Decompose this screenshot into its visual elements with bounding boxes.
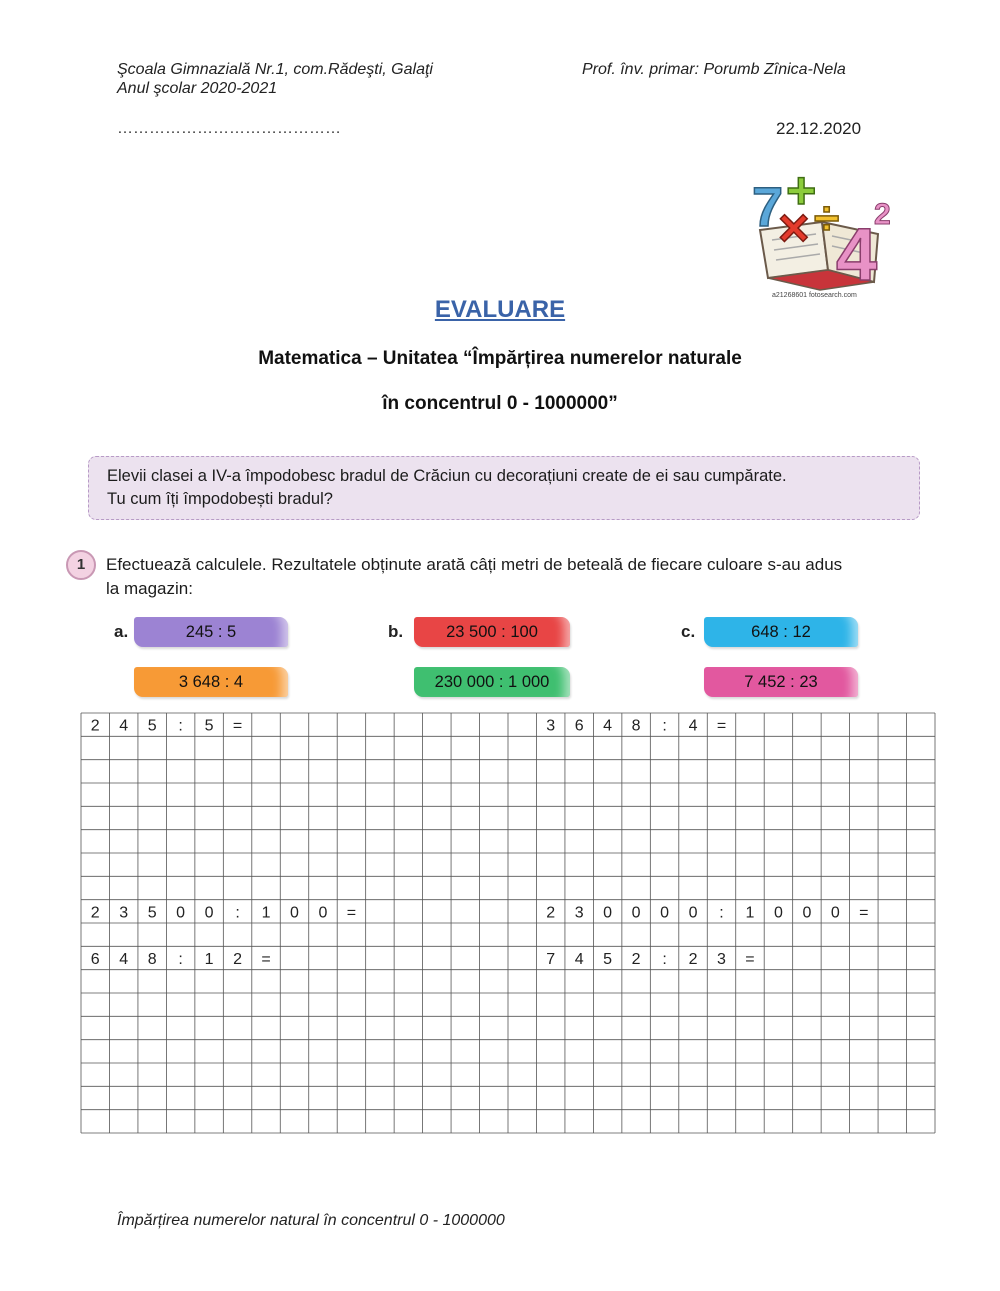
grid-cell-right: 1: [745, 904, 755, 922]
math-book-logo: [750, 164, 902, 300]
grid-cell-left: 8: [147, 951, 157, 968]
school-year: Anul şcolar 2020-2021: [117, 80, 278, 97]
grid-cell-right: 0: [773, 904, 783, 922]
logo-two: 2: [874, 198, 891, 231]
exercise-number-badge: 1: [66, 550, 96, 580]
grid-cell-left: =: [346, 904, 357, 922]
grid-cell-left: 0: [176, 904, 186, 922]
logo-four: 4: [836, 213, 878, 296]
grid-cell-left: :: [178, 717, 183, 735]
grid-cell-right: 3: [717, 951, 726, 968]
grid-cell-right: 3: [574, 904, 584, 922]
grid-cell-left: 1: [204, 951, 214, 968]
grid-cell-left: =: [232, 717, 243, 735]
grid-cell-right: :: [719, 904, 724, 922]
student-name-line[interactable]: ……………………………………: [117, 120, 341, 137]
grid-cell-left: 5: [147, 717, 157, 735]
logo-times: ×: [778, 198, 810, 258]
grid-cell-right: =: [745, 951, 755, 968]
intro-box: [88, 456, 920, 520]
footer-text: Împărțirea numerelor natural în concentrul 0 - 1000000: [117, 1212, 505, 1229]
grid-cell-left: 1: [261, 904, 271, 922]
grid-cell-left: :: [178, 951, 183, 968]
grid-cell-right: 0: [603, 904, 613, 922]
chip-b2: 230 000 : 1 000: [414, 667, 570, 697]
grid-cell-right: 2: [546, 904, 556, 922]
logo-plus: +: [786, 164, 817, 220]
grid-cell-left: 0: [290, 904, 299, 922]
grid-cell-right: 4: [574, 951, 584, 968]
grid-cell-right: :: [662, 951, 667, 968]
grid-cell-right: 0: [631, 904, 641, 922]
logo-seven: 7: [752, 175, 784, 238]
grid-cell-right: 0: [688, 904, 698, 922]
document-title: EVALUARE: [434, 296, 566, 323]
grid-cell-right: 3: [546, 717, 556, 735]
grid-cell-left: =: [261, 951, 271, 968]
chip-c1: 648 : 12: [704, 617, 858, 647]
logo-caption: a21268601 fotosearch.com: [772, 292, 857, 299]
intro-line-2: Tu cum îți împodobești bradul?: [107, 490, 333, 508]
grid-cell-right: 5: [603, 951, 613, 968]
subtitle-line-2: în concentrul 0 - 1000000”: [382, 393, 618, 414]
grid-cell-right: =: [859, 904, 869, 922]
subtitle-line-1: Matematica – Unitatea “Împărțirea numerelor naturale: [258, 348, 742, 369]
grid-cell-right: 2: [688, 951, 698, 968]
grid-cell-left: 0: [204, 904, 214, 922]
grid-cell-left: 0: [318, 904, 328, 922]
grid-cell-right: 7: [546, 951, 556, 968]
chip-a2: 3 648 : 4: [134, 667, 288, 697]
grid-cell-left: 5: [147, 904, 157, 922]
grid-cell-left: 2: [90, 717, 100, 735]
chip-a1: 245 : 5: [134, 617, 288, 647]
instruction-line-2: la magazin:: [106, 579, 193, 598]
teacher-name: Prof. înv. primar: Porumb Zînica-Nela: [582, 61, 846, 78]
logo-divide: ÷: [814, 192, 840, 244]
intro-line-1: Elevii clasei a IV-a împodobesc bradul de Crăciun cu decorațiuni create de ei sau cumpărate.: [107, 467, 787, 485]
grid-cell-right: 2: [631, 951, 641, 968]
grid-cell-right: 8: [631, 717, 641, 735]
grid-cell-right: 6: [574, 717, 584, 735]
calculation-grid[interactable]: [80, 712, 936, 1134]
grid-cell-right: 0: [830, 904, 840, 922]
instruction-line-1: Efectuează calculele. Rezultatele obținute arată câți metri de beteală de fiecare culoare s-au adus: [106, 555, 843, 574]
chip-c2: 7 452 : 23: [704, 667, 858, 697]
grid-cell-right: :: [662, 717, 667, 735]
grid-cell-left: 2: [233, 951, 243, 968]
group-c-label: c.: [681, 622, 696, 641]
grid-cell-right: 4: [688, 717, 698, 735]
grid-cell-left: 4: [119, 717, 129, 735]
grid-cell-right: 4: [603, 717, 613, 735]
math-book-icon: [750, 164, 902, 300]
group-a-label: a.: [114, 622, 129, 641]
grid-cell-left: :: [235, 904, 240, 922]
grid-cell-left: 2: [90, 904, 100, 922]
school-name: Şcoala Gimnazială Nr.1, com.Rădeşti, Galaţi: [117, 61, 433, 78]
grid-cell-right: =: [716, 717, 727, 735]
date: 22.12.2020: [776, 119, 862, 138]
group-b-label: b.: [388, 622, 404, 641]
grid-cell-left: 5: [204, 717, 214, 735]
grid-cell-left: 6: [90, 951, 100, 968]
grid-cell-right: 0: [660, 904, 670, 922]
chip-b1: 23 500 : 100: [414, 617, 570, 647]
exercise-instruction: [106, 553, 936, 601]
grid-cell-left: 4: [119, 951, 129, 968]
grid-cell-right: 0: [802, 904, 812, 922]
grid-cell-left: 3: [119, 904, 129, 922]
